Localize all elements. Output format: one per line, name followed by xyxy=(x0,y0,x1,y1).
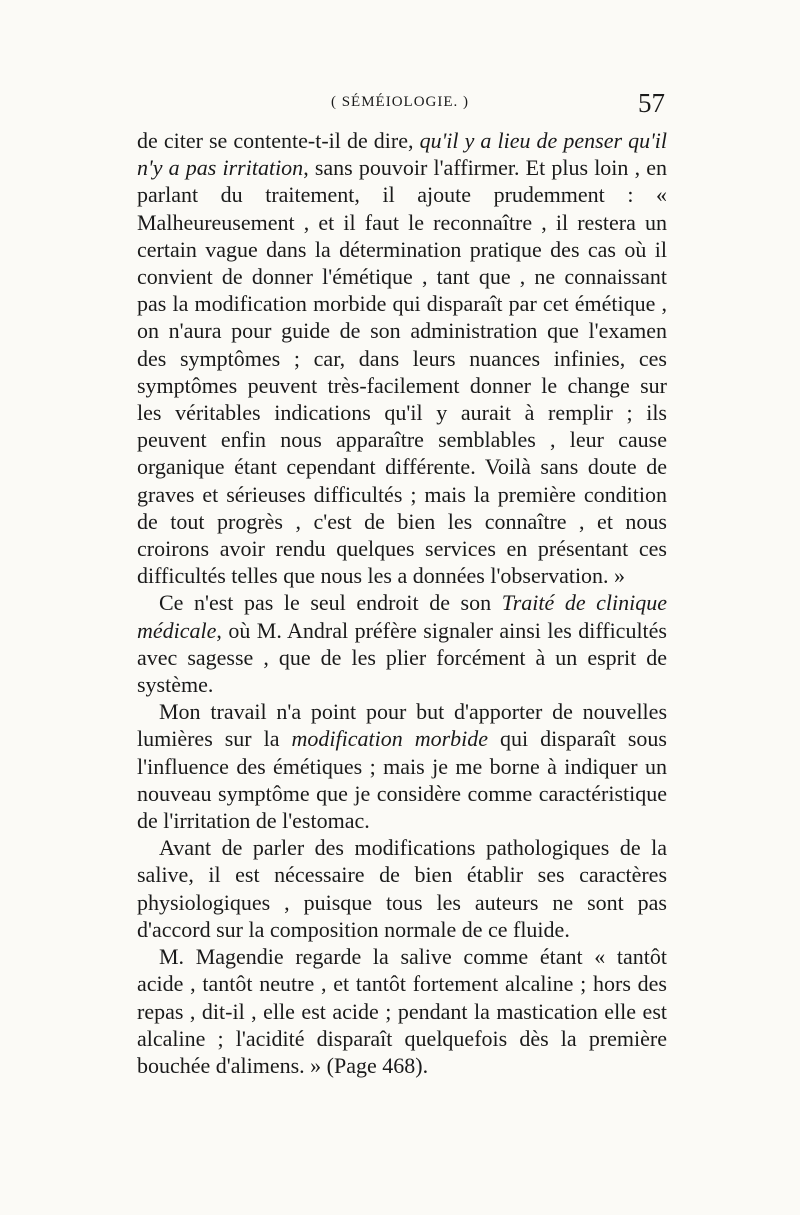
paragraph-1-italic: qu'il y a lieu de penser qu'il n'y a pas irritation xyxy=(137,128,668,181)
paragraph-3-text-a: Mon travail n'a point pour but d'apporter de nouvelles lumières sur la xyxy=(137,699,667,752)
paragraph-2-italic: Traité de clinique médicale xyxy=(137,590,668,643)
paragraph-3-italic: modification morbide xyxy=(291,726,489,752)
body-text xyxy=(137,127,667,1079)
paragraph-5-text: M. Magendie regarde la salive comme étant « tantôt acide , tantôt neutre , et tantôt fortement alcaline ; hors des repas , dit-il , elle est acide ; pendant la mastication elle est alcaline ; l'acidité disparaît quelquefois dès la première bouchée d'alimens. » (Page 468). xyxy=(137,944,667,1078)
paragraph-1-text-b: , sans pouvoir l'affirmer. Et plus loin , en parlant du traitement, il ajoute prudemment : « Malheureusement , et il faut le reconnaître , il restera un certain vague dans la détermination pratique des cas où il convient de donner l'émétique , tant que , ne connaissant pas la modification morbide qui disparaît par cet émétique , on n'aura pour guide de son administration que l'examen des symptômes ; car, dans leurs nuances infinies, ces symptômes peuvent très-facilement donner le change sur les véritables indications qu'il y aurait à remplir ; ils peuvent enfin nous apparaître semblables , leur cause organique étant cependant différente. Voilà sans doute de graves et sérieuses difficultés ; mais la première condition de tout progrès , c'est de bien les connaître , et nous croirons avoir rendu quelques services en présentant ces difficultés telles que nous les a données l'observation. » xyxy=(137,155,667,589)
paragraph-5 xyxy=(137,943,667,1079)
paragraph-4-text: Avant de parler des modifications pathologiques de la salive, il est nécessaire de bien établir ses caractères physiologiques , puisque tous les auteurs ne sont pas d'accord sur la composition normale de ce fluide. xyxy=(137,835,667,942)
paragraph-4 xyxy=(137,834,667,943)
running-head: ( SÉMÉIOLOGIE. ) xyxy=(330,94,470,110)
page-number: 57 xyxy=(638,88,665,118)
page-header xyxy=(135,88,665,124)
paragraph-3-text-b: qui disparaît sous l'influence des émétiques ; mais je me borne à indiquer un nouveau symptôme que je considère comme caractéristique de l'irritation de l'estomac. xyxy=(137,726,667,834)
paragraph-1-text-a: de citer se contente-t-il de dire, xyxy=(137,128,414,153)
paragraph-1 xyxy=(137,127,667,589)
paragraph-2-text-b: , où M. Andral préfère signaler ainsi les difficultés avec sagesse , que de les plier forcément à un esprit de système. xyxy=(137,617,667,698)
paragraph-2-text-a: Ce n'est pas le seul endroit de son xyxy=(159,590,492,616)
paragraph-2 xyxy=(137,589,667,698)
paragraph-3 xyxy=(137,698,667,834)
